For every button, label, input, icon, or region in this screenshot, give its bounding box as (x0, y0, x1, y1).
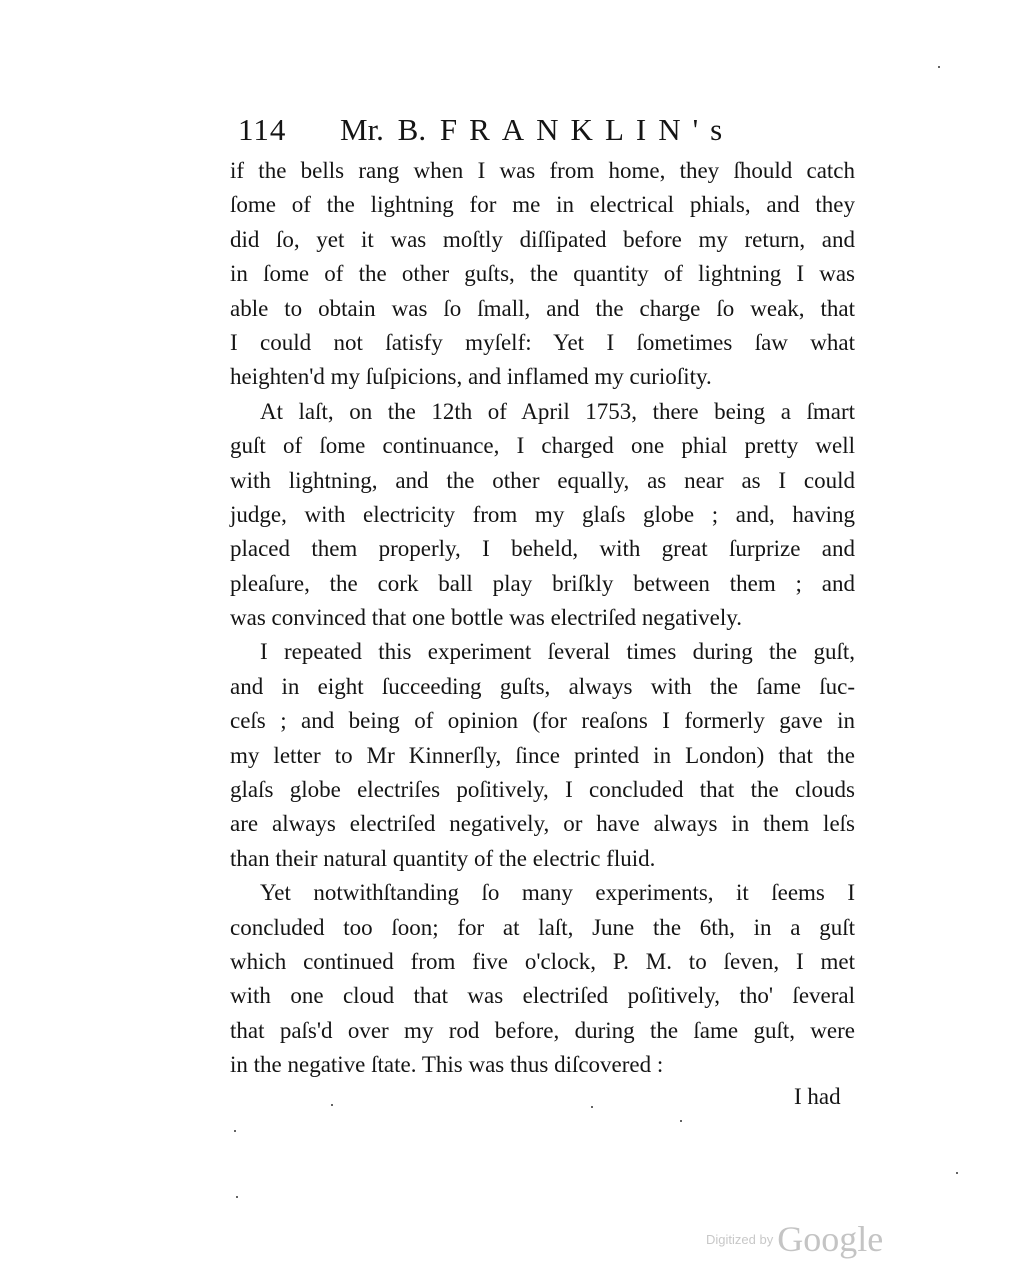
text-line: glaſs globe electriſes poſitively, I concluded that the clouds (230, 777, 855, 803)
text-line: my letter to Mr Kinnerſly, ſince printed in London) that the (230, 742, 855, 768)
text-line: with lightning, and the other equally, as near as I could (230, 467, 855, 493)
text-line: did ſo, yet it was moſtly diſſipated before my return, and (230, 226, 855, 252)
text-line: pleaſure, the cork ball play briſkly between them ; and (230, 570, 855, 596)
google-logo: Google (777, 1219, 884, 1259)
text-line: At laſt, on the 12th of April 1753, there being a ſmart (260, 398, 855, 424)
running-header (238, 110, 858, 150)
text-line: guſt of ſome continuance, I charged one phial pretty well (230, 433, 855, 459)
text-line: which continued from five o'clock, P. M. to ſeven, I met (230, 948, 855, 974)
print-speck (680, 1120, 682, 1122)
text-line: ſome of the lightning for me in electrical phials, and they (230, 192, 855, 218)
text-line: in ſome of the other guſts, the quantity of lightning I was (230, 261, 855, 287)
text-line: placed them properly, I beheld, with great ſurprize and (230, 536, 855, 562)
text-line: ceſs ; and being of opinion (for reaſons I formerly gave in (230, 708, 855, 734)
text-line: and in eight ſucceeding guſts, always with the ſame ſuc- (230, 673, 855, 699)
text-line: than their natural quantity of the electric fluid. (230, 845, 656, 871)
text-line: I repeated this experiment ſeveral times during the guſt, (260, 639, 855, 665)
print-speck (234, 1130, 236, 1132)
catchword: I had (794, 1084, 841, 1109)
text-line: that paſs'd over my rod before, during the ſame guſt, were (230, 1017, 855, 1043)
text-line: judge, with electricity from my glaſs globe ; and, having (230, 501, 855, 527)
text-line: are always electriſed negatively, or have always in them leſs (230, 811, 855, 837)
print-speck (591, 1106, 593, 1108)
running-title (340, 110, 734, 150)
text-line: Yet notwithſtanding ſo many experiments, it ſeems I (260, 880, 855, 906)
page-number: 114 (238, 112, 287, 147)
print-speck (956, 1172, 958, 1174)
text-line: concluded too ſoon; for at laſt, June the 6th, in a guſt (230, 914, 855, 940)
title-name: FRANKLIN's (439, 112, 735, 147)
text-line: I could not ſatisfy myſelf: Yet I ſometimes ſaw what (230, 329, 855, 355)
text-line: was convinced that one bottle was electriſed negatively. (230, 605, 742, 631)
text-line: able to obtain was ſo ſmall, and the charge ſo weak, that (230, 295, 855, 321)
print-speck (236, 1196, 238, 1198)
title-prefix: Mr. B. (340, 112, 427, 147)
text-line: heighten'd my ſuſpicions, and inflamed my curioſity. (230, 364, 712, 390)
watermark-prefix: Digitized by (706, 1231, 774, 1247)
print-speck (938, 66, 940, 68)
body-text (230, 154, 855, 1083)
text-line: if the bells rang when I was from home, they ſhould catch (230, 158, 855, 183)
text-line: with one cloud that was electriſed poſitively, tho' ſeveral (230, 983, 855, 1009)
text-line: in the negative ſtate. This was thus diſcovered : (230, 1052, 664, 1078)
print-speck (331, 1104, 333, 1106)
digitized-by-google-watermark (706, 1218, 883, 1258)
